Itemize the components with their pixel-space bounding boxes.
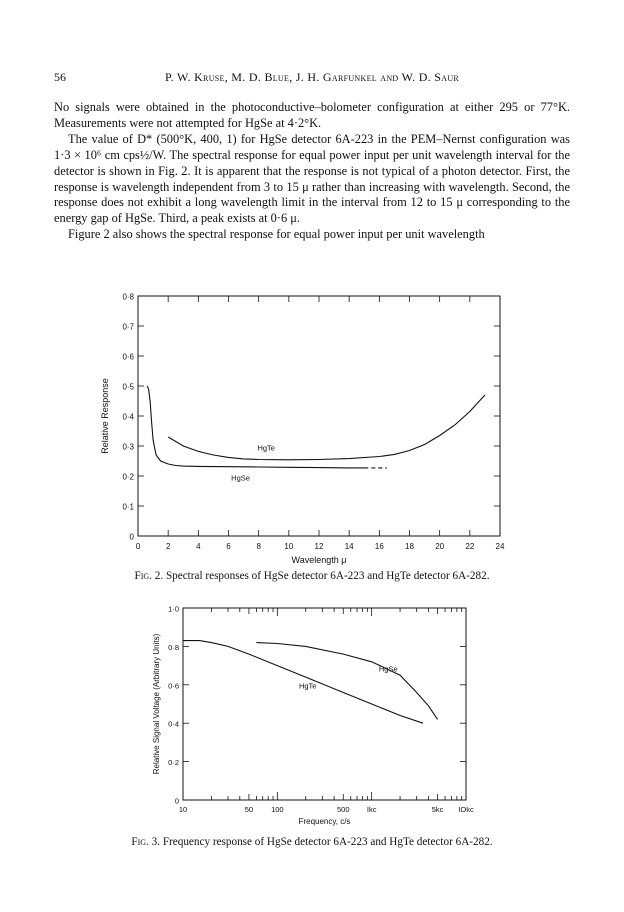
figure-2-chart [0, 282, 624, 592]
y-tick-label: 0·5 [122, 382, 134, 392]
figure-2-caption [0, 570, 624, 582]
x-tick-label: 16 [374, 542, 384, 551]
x-tick-label: 22 [465, 542, 475, 551]
y-tick-label: 0·1 [122, 502, 134, 512]
series-label-hgse: HgSe [231, 473, 250, 483]
page-header [54, 70, 570, 86]
paragraph: Figure 2 also shows the spectral response for equal power input per unit wavelength [68, 227, 485, 242]
series-label-hgte: HgTe [298, 681, 317, 691]
y-axis-label: Relative Response [100, 378, 110, 454]
figure-3-caption [0, 836, 624, 848]
x-tick-label: 0 [135, 542, 141, 551]
y-tick-label: 0·4 [168, 719, 179, 729]
x-tick-label: 10 [178, 805, 188, 814]
x-tick-label: 14 [344, 542, 354, 551]
x-tick-label: 4 [196, 542, 201, 551]
x-tick-label: 5kc [431, 805, 444, 814]
x-tick-label: 18 [405, 542, 414, 551]
x-tick-label: 10 [284, 542, 294, 551]
x-tick-label: 6 [226, 542, 231, 551]
x-tick-label: 50 [244, 805, 254, 814]
y-tick-label: 0 [129, 532, 134, 542]
y-tick-label: 0·6 [122, 352, 134, 362]
series-label-hgte: HgTe [257, 443, 275, 453]
y-tick-label: 0·8 [168, 642, 179, 652]
paragraph: No signals were obtained in the photoconductive–bolometer configuration at either 295 or 77°K. Measurements were not attempted for HgSe at 4·2°K. [54, 100, 570, 130]
y-tick-label: 0·2 [122, 472, 134, 482]
figure-2-caption-label: Fig. 2. [134, 570, 164, 582]
series-line-hgse [256, 643, 437, 720]
figure-2-caption-text: Spectral responses of HgSe detector 6A-223 and HgTe detector 6A-282. [165, 570, 490, 582]
y-tick-label: 1·0 [168, 604, 179, 614]
x-tick-label: 24 [495, 542, 505, 551]
y-tick-label: 0·4 [122, 412, 134, 422]
series-line-hgte [168, 395, 485, 460]
body-text [54, 100, 570, 243]
figure-3-caption-text: Frequency response of HgSe detector 6A-223 and HgTe detector 6A-282. [162, 836, 493, 848]
x-tick-label: 8 [256, 542, 261, 551]
series-line-hgse [147, 386, 364, 468]
plot-frame [138, 296, 500, 536]
y-tick-label: 0·8 [122, 292, 134, 302]
x-axis-label: Wavelength μ [291, 555, 347, 565]
x-tick-label: IOkc [458, 805, 474, 814]
y-tick-label: 0·2 [168, 758, 179, 768]
x-tick-label: 12 [314, 542, 324, 551]
y-tick-label: 0 [174, 796, 179, 806]
y-tick-label: 0·6 [168, 681, 179, 691]
plot-frame [183, 608, 466, 800]
page-number: 56 [54, 70, 66, 84]
x-tick-label: 2 [165, 542, 171, 551]
x-tick-label: 500 [337, 805, 350, 814]
series-label-hgse: HgSe [378, 664, 398, 674]
x-tick-label: 20 [435, 542, 445, 551]
x-tick-label: 100 [271, 805, 284, 814]
y-tick-label: 0·7 [122, 322, 134, 332]
x-axis-label: Frequency, c/s [298, 817, 351, 826]
running-head: P. W. Kruse, M. D. Blue, J. H. Garfunkel and W. D. Saur [164, 70, 460, 84]
x-tick-label: Ikc [366, 805, 377, 814]
y-axis-label: Relative Signal Voltage (Arbitrary Units) [152, 633, 161, 775]
paragraph: The value of D* (500°K, 400, 1) for HgSe detector 6A-223 in the PEM–Nernst configuration was 1·3 × 10⁶ cm cps½/W. The spectral response for equal power input per unit wavelength interval for the detector is shown in Fig. 2. It is apparent that the response is not typical of a photon detector. First, the response is wavelength independent from 3 to 15 μ rather than increasing with wavelength. Second, the response does not exhibit a long wavelength limit in the interval from 12 to 15 μ corresponding to the energy gap of HgSe. Third, a peak exists at 0·6 μ. [54, 131, 570, 226]
y-tick-label: 0·3 [122, 442, 134, 452]
figure-3-caption-label: Fig. 3. [131, 836, 161, 848]
figure-3-chart [0, 596, 624, 836]
